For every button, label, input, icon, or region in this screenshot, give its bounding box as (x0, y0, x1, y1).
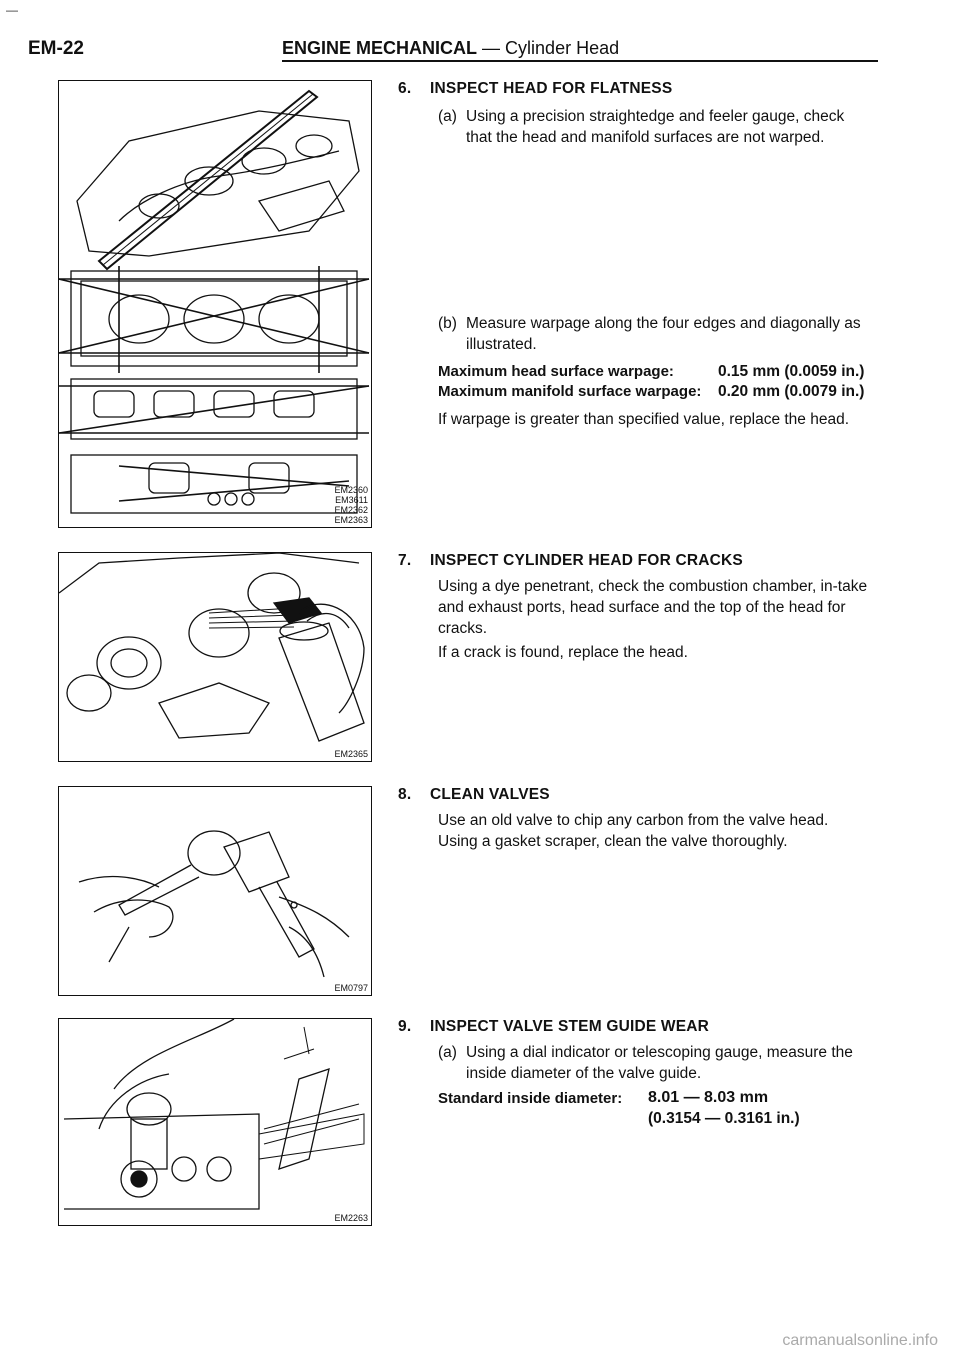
section-7-text: Using a dye penetrant, check the combustion chamber, in-take and exhaust ports, head surface and the top of the head for cracks. (438, 578, 868, 637)
page-code: EM-22 (28, 38, 84, 59)
figure-flatness (58, 80, 372, 528)
spec-head-warpage-label: Maximum head surface warpage: (438, 363, 674, 380)
cracks-illustration (59, 553, 371, 761)
step-label: (a) (438, 108, 457, 125)
section-7-title: 7. INSPECT CYLINDER HEAD FOR CRACKS (398, 552, 743, 569)
section-8-title: 8. CLEAN VALVES (398, 786, 550, 803)
figure-code: EM2360 EM3611 EM2362 EM2363 (334, 485, 368, 525)
subsection-name: Cylinder Head (505, 38, 620, 58)
figure-code: EM2263 (334, 1213, 368, 1223)
section-7-note: If a crack is found, replace the head. (438, 644, 688, 661)
section-6-note: If warpage is greater than specified value, replace the head. (438, 411, 850, 428)
spec-inside-diameter-label: Standard inside diameter: (438, 1090, 623, 1107)
figure-code: EM0797 (334, 983, 368, 993)
step-text: Using a dial indicator or telescoping gauge, measure the inside diameter of the valve guide. (466, 1044, 853, 1082)
section-8-line2: Using a gasket scraper, clean the valve thoroughly. (438, 833, 788, 850)
step-label: (a) (438, 1044, 457, 1061)
title-separator: — (482, 38, 501, 58)
spec-inside-diameter-in: (0.3154 — 0.3161 in.) (648, 1110, 800, 1127)
spec-head-warpage-value: 0.15 mm (0.0059 in.) (718, 363, 865, 380)
section-9-title: 9. INSPECT VALVE STEM GUIDE WEAR (398, 1018, 710, 1035)
header-rule (282, 60, 878, 62)
flatness-illustration (59, 81, 371, 527)
figure-code: EM2365 (334, 749, 368, 759)
corner-mark: — (6, 3, 18, 17)
section-6b (438, 313, 868, 355)
section-9a (438, 1042, 868, 1084)
spec-inside-diameter-mm: 8.01 — 8.03 mm (648, 1089, 769, 1106)
figure-cracks (58, 552, 372, 762)
step-text: Measure warpage along the four edges and diagonally as illustrated. (466, 315, 861, 353)
guide-wear-illustration (59, 1019, 371, 1225)
section-8-line1: Use an old valve to chip any carbon from the valve head. (438, 812, 829, 829)
figure-guide-wear (58, 1018, 372, 1226)
step-text: Using a precision straightedge and feeler gauge, check that the head and manifold surfaces are not warped. (466, 108, 845, 146)
watermark: carmanualsonline.info (782, 1332, 938, 1349)
page-title (282, 38, 619, 59)
spec-manifold-warpage-value: 0.20 mm (0.0079 in.) (718, 383, 865, 400)
step-label: (b) (438, 315, 457, 332)
section-6-title: 6. INSPECT HEAD FOR FLATNESS (398, 80, 673, 97)
valve-cleaning-illustration (59, 787, 371, 995)
spec-manifold-warpage-label: Maximum manifold surface warpage: (438, 383, 702, 400)
section-name: ENGINE MECHANICAL (282, 38, 478, 58)
section-6a (438, 106, 868, 148)
figure-clean-valves (58, 786, 372, 996)
